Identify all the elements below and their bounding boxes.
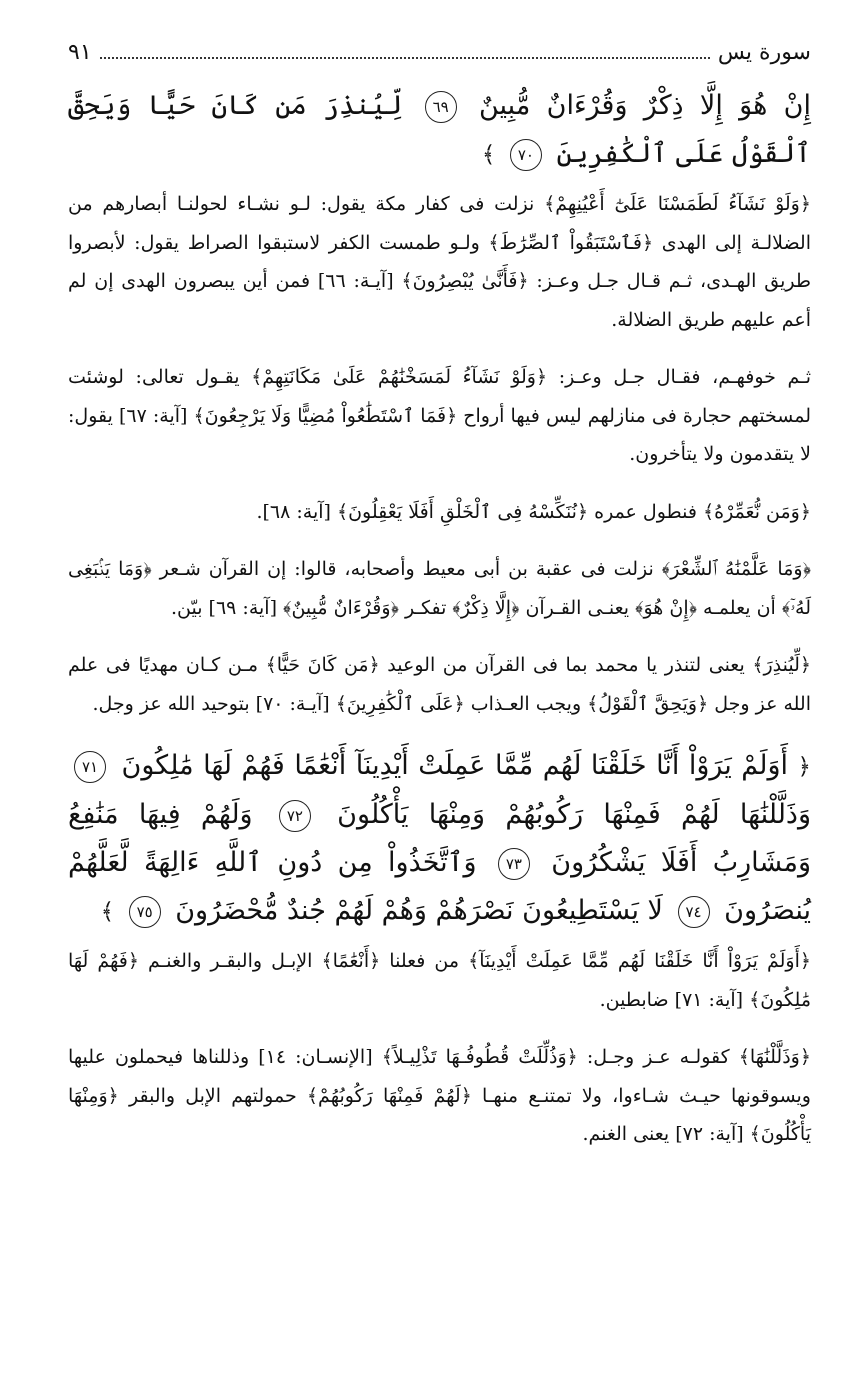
- verse-72-text: وَذَلَّلْنَٰهَا لَهُمْ فَمِنْهَا رَكُوبُهُمْ وَمِنْهَا يَأْكُلُونَ: [337, 799, 811, 830]
- verse-69-text: إِنْ هُوَ إِلَّا ذِكْرٌ وَقُرْءَانٌ مُّبِينٌ: [478, 90, 811, 121]
- page-number: ٩١: [68, 40, 92, 65]
- verse-number-73: ٧٣: [498, 848, 530, 880]
- commentary-paragraph: ثـم خوفهـم، فقـال جـل وعـز: ﴿وَلَوْ نَشَآءُ لَمَسَخْنَٰهُمْ عَلَىٰ مَكَانَتِهِمْ﴾ يقـول تعالى: لوشئت لمسختهم حجارة فى منازلهم ليس فيها أرواح ﴿فَمَا ٱسْتَطَٰعُواْ مُضِيًّا وَلَا يَرْجِعُونَ﴾ [آية: ٦٧] يقول: لا يتقدمون ولا يتأخرون.: [68, 366, 811, 465]
- commentary-paragraph: ﴿أَوَلَمْ يَرَوْاْ أَنَّا خَلَقْنَا لَهُم مِّمَّا عَمِلَتْ أَيْدِينَآ﴾ من فعلنا ﴿أَنْعَٰمًا﴾ الإبـل والبقـر والغنـم ﴿فَهُمْ لَهَا مَٰلِكُونَ﴾ [آية: ٧١] ضابطين.: [68, 950, 811, 1011]
- closing-bracket: ﴾: [481, 142, 496, 168]
- quran-verses-69-70: [68, 82, 811, 179]
- page: [68, 40, 811, 1173]
- commentary-paragraph: ﴿وَذَلَّلْنَٰهَا﴾ كقولـه عـز وجـل: ﴿وَذُلِّلَتْ قُطُوفُـهَا تَذْلِيـلاً﴾ [الإنسـان: ١٤] وذللناها فيحملون عليها ويسوقونها حيـث شـاءوا، ولا تمتنـع منهـا ﴿لَهُمْ فَمِنْهَا رَكُوبُهُمْ﴾ حمولتهم الإبل والبقر ﴿وَمِنْهَا يَأْكُلُونَ﴾ [آية: ٧٢] يعنى الغنم.: [68, 1046, 811, 1145]
- verse-74-text: وَٱتَّخَذُواْ مِن دُونِ ٱللَّهِ ءَالِهَةً لَّعَلَّهُمْ يُنصَرُونَ: [68, 847, 811, 926]
- verse-number-71: ٧١: [74, 751, 106, 783]
- commentary-paragraph: ﴿وَمَن نُّعَمِّرْهُ﴾ فنطول عمره ﴿نُنَكِّسْهُ فِى ٱلْخَلْقِ أَفَلَا يَعْقِلُونَ﴾ [آية: ٦٨].: [256, 500, 811, 523]
- verse-number-70: ٧٠: [510, 139, 542, 171]
- commentary-paragraph: ﴿لِّيُنذِرَ﴾ يعنى لتنذر يا محمد بما فى القرآن من الوعيد ﴿مَن كَانَ حَيًّا﴾ مـن كـان مهديًا فى علم الله عز وجل ﴿وَيَحِقَّ ٱلْقَوْلُ﴾ ويجب العـذاب ﴿عَلَى ٱلْكَٰفِرِينَ﴾ [آيـة: ٧٠] بتوحيد الله عز وجل.: [68, 654, 811, 715]
- surah-title: سورة يس: [717, 40, 811, 65]
- verse-70-text: لِّيُنذِرَ مَن كَانَ حَيًّا وَيَحِقَّ ٱلْقَوْلُ عَلَى ٱلْكَٰفِرِينَ: [68, 90, 811, 169]
- verse-number-74: ٧٤: [678, 896, 710, 928]
- verse-75-text: لَا يَسْتَطِيعُونَ نَصْرَهُمْ وَهُمْ لَهُمْ جُندٌ مُّحْضَرُونَ: [175, 895, 663, 926]
- verse-number-75: ٧٥: [129, 896, 161, 928]
- quran-verses-71-75: [68, 742, 811, 936]
- page-header: [68, 40, 811, 74]
- commentary-paragraph: ﴿وَمَا عَلَّمْنَٰهُ ٱلشِّعْرَ﴾ نزلت فى عقبة بن أبى معيط وأصحابه، قالوا: إن القرآن شـعر ﴿وَمَا يَنۢبَغِى لَهُۥٓ﴾ أن يعلمـه ﴿إِنْ هُوَ﴾ يعنـى القـرآن ﴿إِلَّا ذِكْرٌ﴾ تفكـر ﴿وَقُرْءَانٌ مُّبِينٌ﴾ [آية: ٦٩] بيّن.: [68, 558, 811, 619]
- closing-bracket: ﴾: [100, 899, 115, 925]
- verse-73-text: وَلَهُمْ فِيهَا مَنَٰفِعُ وَمَشَارِبُ أَفَلَا يَشْكُرُونَ: [68, 799, 811, 878]
- verse-number-69: ٦٩: [425, 91, 457, 123]
- opening-bracket: ﴿: [797, 754, 811, 780]
- verse-number-72: ٧٢: [279, 800, 311, 832]
- dotted-leader: [100, 57, 710, 59]
- commentary-paragraph: ﴿وَلَوْ نَشَآءُ لَطَمَسْنَا عَلَىٰٓ أَعْيُنِهِمْ﴾ نزلت فى كفار مكة يقول: لـو نشـاء لحولنـا أبصارهم من الضلالـة إلى الهدى ﴿فَٱسْتَبَقُواْ ٱلصِّرَٰطَ﴾ ولـو طمست الكفر لاستبقوا الصراط يقول: لأبصروا طريق الهـدى، ثـم قـال جـل وعـز: ﴿فَأَنَّىٰ يُبْصِرُونَ﴾ [آيـة: ٦٦] فمن أين يبصرون الهدى إن لم أعم عليهم طريق الضلالة.: [68, 193, 811, 331]
- verse-71-text: أَوَلَمْ يَرَوْاْ أَنَّا خَلَقْنَا لَهُم مِّمَّا عَمِلَتْ أَيْدِينَآ أَنْعَٰمًا فَهُمْ لَهَا مَٰلِكُونَ: [121, 750, 789, 781]
